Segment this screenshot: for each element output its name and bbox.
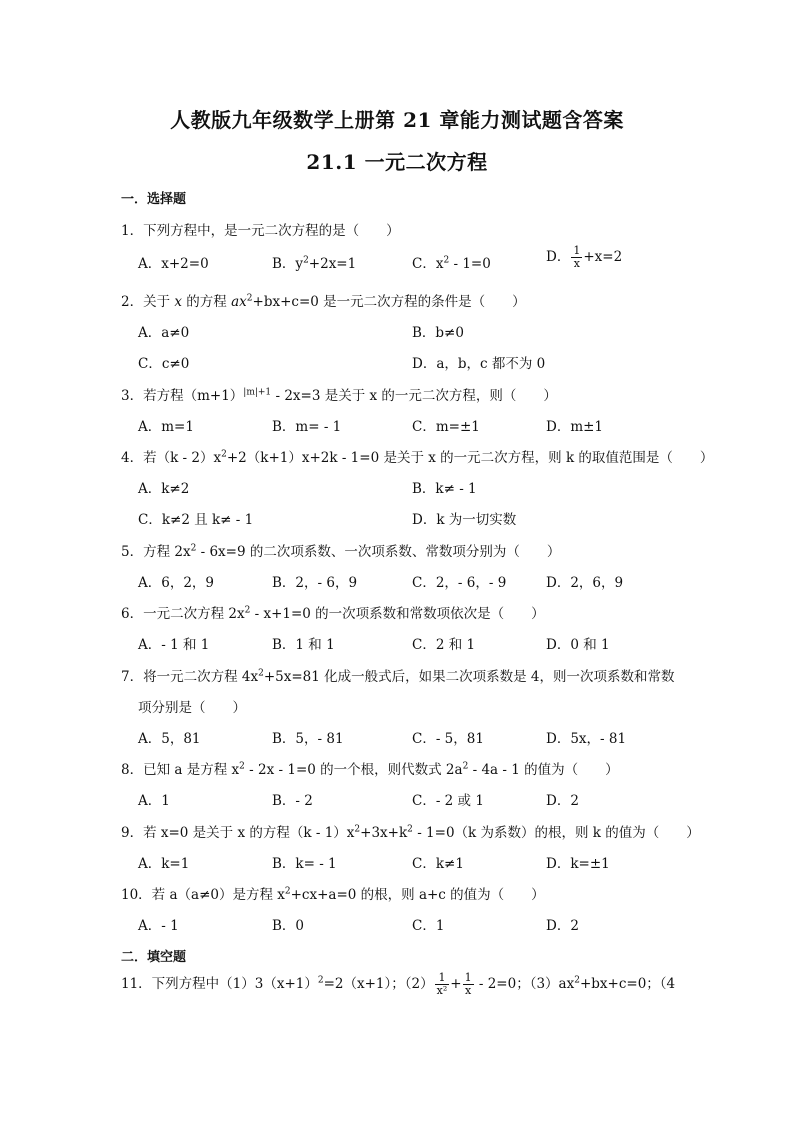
fraction: $\frac{1}{x}$ [464, 971, 472, 997]
question-7-stem-continued: 项分别是（ ） [138, 700, 246, 716]
question-2-option-a: A．a≠0 [138, 325, 190, 341]
question-4-option-b: B．k≠ - 1 [412, 481, 477, 497]
question-10-option-d: D．2 [546, 918, 579, 934]
question-7-option-b: B．5，- 81 [272, 731, 344, 747]
question-1-option-b: B．$y^2+2x=1$ [272, 255, 357, 272]
question-9-option-c: C．k≠1 [412, 856, 464, 872]
question-9-stem: 9．若 x=0 是关于 x 的方程$(k - 1)x^2+3x+k^2 - 1=0(k$ 为系数）的根，则 k 的值为（ ） [121, 824, 700, 841]
question-7-option-a: A．5，81 [138, 731, 201, 747]
page-title: 人教版九年级数学上册第 21 章能力测试题含答案 [170, 108, 624, 132]
question-1-stem: 1．下列方程中，是一元二次方程的是（ ） [121, 223, 400, 239]
question-7-option-c: C．- 5，81 [412, 731, 484, 747]
question-4-option-a: A．k≠2 [138, 481, 190, 497]
question-6-option-b: B．1 和 1 [272, 637, 335, 653]
question-5-stem: 5．方程 $2x^2 - 6x=9$ 的二次项系数、一次项系数、常数项分别为（ ） [121, 543, 561, 560]
question-3-option-a: A．m=1 [138, 419, 194, 435]
question-8-stem: 8．已知 a 是方程 $x^2 - 2x - 1=0$ 的一个根，则代数式 $2a^2 - 4a - 1$ 的值为（ ） [121, 761, 619, 778]
question-2-option-c: C．c≠0 [138, 356, 190, 372]
question-10-option-b: B．0 [272, 918, 305, 934]
question-8-option-a: A．1 [138, 793, 170, 809]
section-heading-fill-in: 二．填空题 [121, 950, 187, 965]
question-7-option-d: D．5x，- 81 [546, 731, 627, 747]
question-4-stem: 4．若$(k - 2)x^2+2(k+1)x+2k - 1=0$ 是关于 x 的一元二次方程，则 k 的取值范围是（ ） [121, 449, 714, 466]
question-4-option-c: C．k≠2 且 k≠ - 1 [138, 512, 254, 528]
question-5-option-b: B．2，- 6，9 [272, 575, 358, 591]
question-2-option-b: B．b≠0 [412, 325, 464, 341]
question-5-option-d: D．2，6，9 [546, 575, 624, 591]
question-1-option-d: D． $\frac{1}{x}$ +x=2 [546, 244, 623, 270]
fraction: $\frac{1}{\text{x²}}$ [436, 971, 448, 997]
question-10-option-c: C．1 [412, 918, 445, 934]
question-8-option-c: C．- 2 或 1 [412, 793, 484, 809]
section-heading-choice: 一．选择题 [121, 192, 187, 207]
question-3-stem: 3．若方程$(m+1)^{|m|+1} - 2x=3$ 是关于 x 的一元二次方程，则（ ） [121, 387, 557, 404]
page-subtitle: 21.1 一元二次方程 [306, 150, 488, 174]
question-3-option-b: B．m= - 1 [272, 419, 342, 435]
question-8-option-b: B．- 2 [272, 793, 313, 809]
question-6-option-c: C．2 和 1 [412, 637, 476, 653]
question-4-option-d: D．k 为一切实数 [412, 512, 517, 528]
question-2-option-d: D．a，b，c 都不为 0 [412, 356, 546, 372]
question-6-option-a: A．- 1 和 1 [138, 637, 210, 653]
fraction: $\frac{1}{x}$ [573, 244, 581, 270]
question-1-option-c: C．$x^2 - 1=0$ [412, 255, 491, 272]
question-6-stem: 6．一元二次方程 $2x^2 - x+1=0$ 的一次项系数和常数项依次是（ ） [121, 605, 545, 622]
question-1-option-a: A．x+2=0 [138, 256, 209, 272]
question-11-stem: 11．下列方程中$(1)3(x+1)^2=2(x+1)$；（2） $\frac{1}{\text{x²}}$ + $\frac{1}{x}$ - 2=0；$(3)ax^2+bx+c=0$；（4 [121, 971, 676, 997]
question-3-option-c: C．m=±1 [412, 419, 480, 435]
question-10-option-a: A．- 1 [138, 918, 179, 934]
question-2-stem: 2．关于 x 的方程 $ax^2+bx+c=0$ 是一元二次方程的条件是（ ） [121, 293, 526, 310]
question-8-option-d: D．2 [546, 793, 579, 809]
question-9-option-a: A．k=1 [138, 856, 190, 872]
question-5-option-c: C．2，- 6，- 9 [412, 575, 507, 591]
question-6-option-d: D．0 和 1 [546, 637, 610, 653]
question-9-option-d: D．k=±1 [546, 856, 610, 872]
question-5-option-a: A．6，2，9 [138, 575, 215, 591]
question-3-option-d: D．m±1 [546, 419, 604, 435]
question-9-option-b: B．k= - 1 [272, 856, 337, 872]
question-10-stem: 10．若 a（a≠0）是方程 $x^2+cx+a=0$ 的根，则 a+c 的值为（ ） [121, 886, 545, 903]
question-7-stem: 7．将一元二次方程 $4x^2+5x=81$ 化成一般式后，如果二次项系数是 4，则一次项系数和常数 [121, 668, 675, 685]
